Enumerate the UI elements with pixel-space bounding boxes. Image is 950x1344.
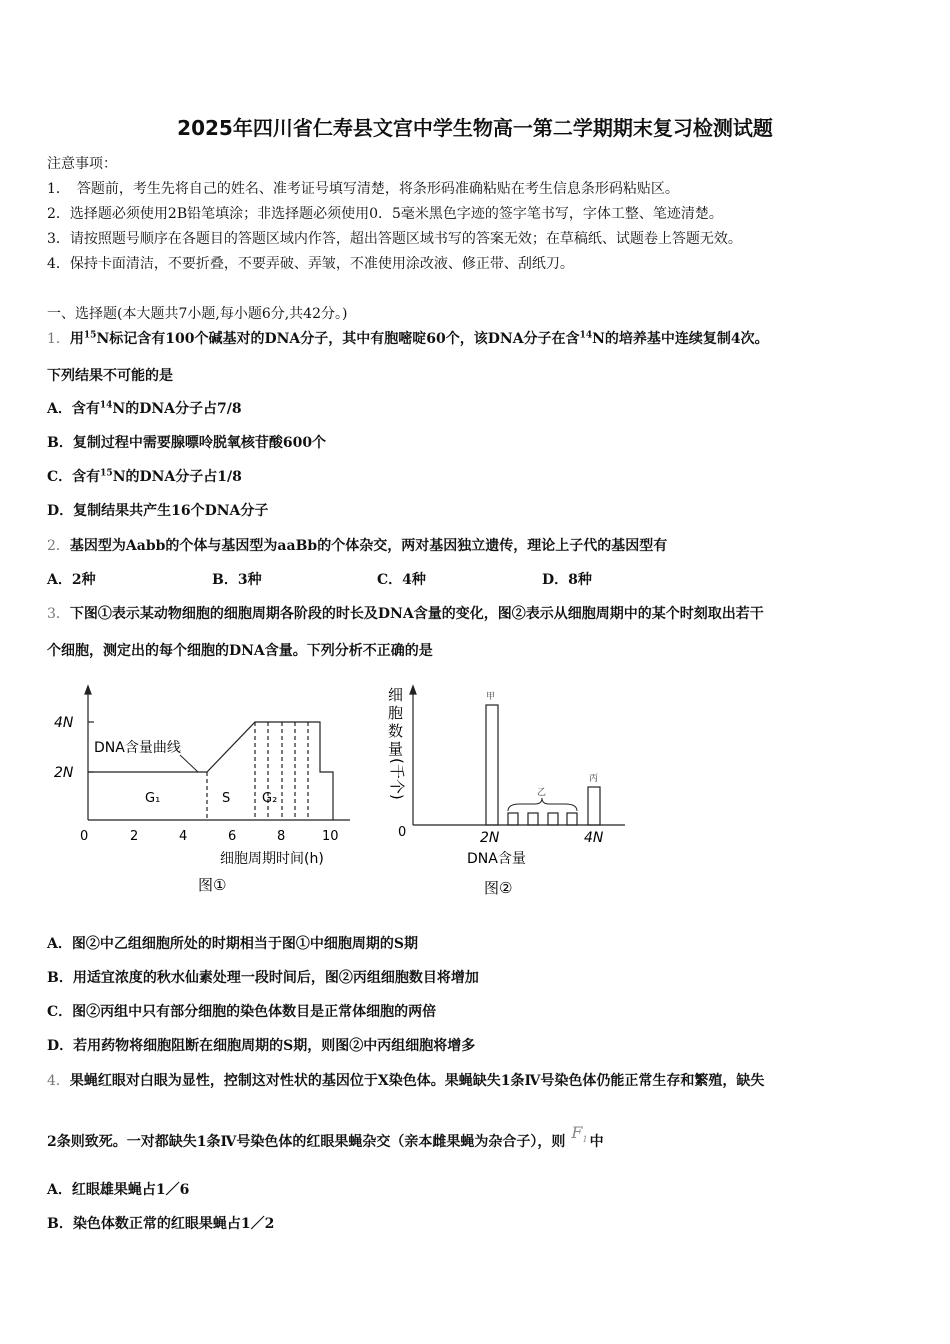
y-axis-arrow <box>410 686 416 694</box>
q4-line-1: 果蝇红眼对白眼为显性，控制这对性状的基因位于X染色体。果蝇缺失1条Ⅳ号染色体仍能正常生存和繁殖，缺失 <box>69 1073 765 1089</box>
y-label-2n: 2N <box>54 765 74 781</box>
y-label-4n: 4N <box>54 715 74 731</box>
x-tick-10: 10 <box>322 829 339 844</box>
q1-option-c-pre: C．含有 <box>47 469 101 485</box>
figure-2-caption: 图② <box>484 879 513 897</box>
curve-label: DNA含量曲线 <box>94 740 181 756</box>
y-axis-unit: (千个) <box>388 758 406 800</box>
question-number: 3． <box>47 606 70 622</box>
x-tick-6: 6 <box>228 829 237 844</box>
f1-letter: F <box>571 1123 583 1142</box>
q4-option-b: B．染色体数正常的红眼果蝇占1／2 <box>47 1216 275 1232</box>
f1-subscript: 1 <box>582 1135 588 1145</box>
bar-group-a <box>486 705 498 825</box>
question-number: 2． <box>47 538 70 554</box>
q1-text-a: 用 <box>69 331 84 347</box>
question-3 <box>47 603 764 623</box>
q1-option-c <box>47 466 242 486</box>
section-heading: 一、选择题(本大题共7小题,每小题6分,共42分。) <box>47 306 348 322</box>
notice-heading: 注意事项： <box>47 156 117 172</box>
q2-options <box>47 569 707 589</box>
q3-option-a: A．图②中乙组细胞所处的时期相当于图①中细胞周期的S期 <box>47 936 418 952</box>
page-title: 2025年四川省仁寿县文宫中学生物高一第二学期期末复习检测试题 <box>177 116 773 140</box>
q1-option-c-sup: 15 <box>100 468 113 479</box>
origin-label: 0 <box>398 825 407 840</box>
figure-1-caption: 图① <box>198 876 227 894</box>
x-axis-label: DNA含量 <box>467 851 526 867</box>
figure-2-cell-count <box>380 680 640 905</box>
q1-line-2: 下列结果不可能的是 <box>47 368 173 384</box>
question-4 <box>47 1070 764 1090</box>
y-label-char-2: 胞 <box>388 704 404 722</box>
dna-content-curve <box>88 722 333 820</box>
phase-g1: G₁ <box>145 791 161 806</box>
question-2 <box>47 535 667 555</box>
group-label-a: 甲 <box>486 692 496 702</box>
notice-item-4: 4．保持卡面清洁，不要折叠，不要弄破、弄皱，不准使用涂改液、修正带、刮纸刀。 <box>47 256 574 272</box>
q3-option-c: C．图②丙组中只有部分细胞的染色体数目是正常体细胞的两倍 <box>47 1004 437 1020</box>
bar-group-b-2 <box>528 813 538 825</box>
bar-group-b-3 <box>548 813 558 825</box>
q4-line-2-post: 中 <box>589 1134 604 1150</box>
group-label-c: 丙 <box>589 774 599 784</box>
q1-sup-15: 15 <box>83 330 97 341</box>
y-axis-label <box>388 686 408 758</box>
group-label-b: 乙 <box>537 788 547 798</box>
q1-option-d: D．复制结果共产生16个DNA分子 <box>47 503 269 519</box>
q1-option-a-sup: 14 <box>99 400 113 411</box>
x-tick-4n: 4N <box>584 830 604 846</box>
question-number: 4． <box>47 1073 70 1089</box>
q1-text-c: N的培养基中连续复制4次。 <box>592 331 769 347</box>
figure-1-dna-curve <box>50 680 360 900</box>
q3-line-2: 个细胞，测定出的每个细胞的DNA含量。下列分析不正确的是 <box>47 643 433 659</box>
notice-item-3: 3．请按照题号顺序在各题目的答题区域内作答，超出答题区域书写的答案无效；在草稿纸、试题卷上答题无效。 <box>47 231 742 247</box>
y-label-char-1: 细 <box>388 686 404 704</box>
q1-sup-14: 14 <box>579 330 593 341</box>
bar-group-b-4 <box>567 813 577 825</box>
q2-option-d: D．8种 <box>542 572 592 588</box>
x-tick-4: 4 <box>179 829 188 844</box>
x-axis-label: 细胞周期时间(h) <box>220 851 324 867</box>
q1-option-a-post: N的DNA分子占7/8 <box>112 401 242 417</box>
q2-option-c: C．4种 <box>377 572 426 588</box>
q1-option-c-post: N的DNA分子占1/8 <box>112 469 242 485</box>
x-tick-0: 0 <box>80 829 89 844</box>
q2-option-a: A．2种 <box>47 572 96 588</box>
q2-option-b: B．3种 <box>212 572 262 588</box>
q3-line-1: 下图①表示某动物细胞的细胞周期各阶段的时长及DNA含量的变化，图②表示从细胞周期中的某个时刻取出若干 <box>69 606 764 622</box>
y-label-char-4: 量 <box>388 740 404 758</box>
x-tick-8: 8 <box>277 829 286 844</box>
bar-group-b-1 <box>508 813 518 825</box>
q4-option-a: A．红眼雄果蝇占1／6 <box>47 1182 190 1198</box>
question-1 <box>47 328 769 348</box>
bar-group-c <box>588 787 600 825</box>
y-axis-arrow <box>85 686 91 694</box>
notice-item-1: 1． 答题前，考生先将自己的姓名、准考证号填写清楚，将条形码准确粘贴在考生信息条形码粘贴区。 <box>47 181 679 197</box>
group-b-brace <box>508 798 577 811</box>
x-tick-2n: 2N <box>480 830 500 846</box>
q3-option-b: B．用适宜浓度的秋水仙素处理一段时间后，图②丙组细胞数目将增加 <box>47 970 479 986</box>
phase-s: S <box>222 791 231 806</box>
x-tick-2: 2 <box>130 829 139 844</box>
notice-item-2: 2．选择题必须使用2B铅笔填涂；非选择题必须使用0．5毫米黑色字迹的签字笔书写，字体工整、笔迹清楚。 <box>47 206 723 222</box>
q4-line-2 <box>47 1123 604 1152</box>
q3-option-d: D．若用药物将细胞阻断在细胞周期的S期，则图②中丙组细胞将增多 <box>47 1038 476 1054</box>
q2-text: 基因型为Aabb的个体与基因型为aaBb的个体杂交，两对基因独立遗传，理论上子代的基因型有 <box>69 538 668 554</box>
q4-line-2-pre: 2条则致死。一对都缺失1条Ⅳ号染色体的红眼果蝇杂交（亲本雌果蝇为杂合子），则 <box>47 1134 566 1150</box>
curve-label-pointer <box>180 755 198 772</box>
phase-g2: G₂ <box>262 791 278 806</box>
q1-text-b: N标记含有100个碱基对的DNA分子，其中有胞嘧啶60个，该DNA分子在含 <box>96 331 580 347</box>
y-label-char-3: 数 <box>388 722 404 740</box>
q1-option-a <box>47 398 242 418</box>
q1-option-b: B．复制过程中需要腺嘌呤脱氧核苷酸600个 <box>47 435 327 451</box>
q1-option-a-pre: A．含有 <box>47 401 100 417</box>
f1-symbol <box>571 1123 588 1145</box>
question-number: 1． <box>47 331 70 347</box>
